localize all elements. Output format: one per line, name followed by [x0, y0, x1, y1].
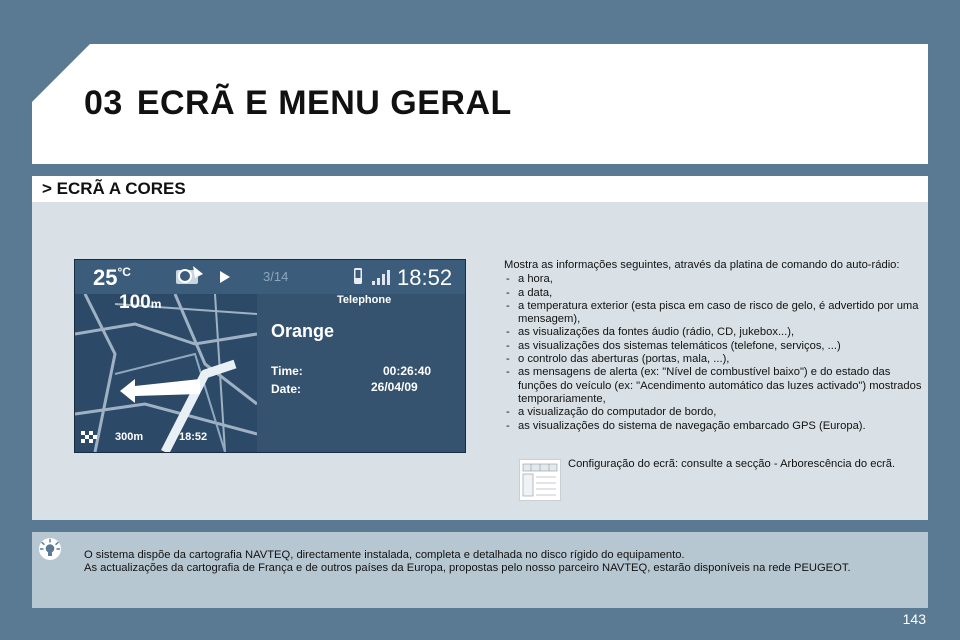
signal-icon [371, 268, 391, 286]
finish-flag-icon [81, 431, 99, 445]
color-display-screen [74, 259, 466, 453]
list-item: - a temperatura exterior (esta pisca em caso de risco de gelo, é advertido por uma mensagem), [504, 300, 922, 327]
info-list [504, 273, 922, 433]
description-intro: Mostra as informações seguintes, através da platina de comando do auto-rádio: [504, 259, 900, 271]
list-item: - a hora, [504, 273, 922, 286]
list-item: - a data, [504, 287, 922, 300]
page-title [84, 84, 512, 123]
list-item: - as visualizações da fontes áudio (rádio, CD, jukebox...), [504, 326, 922, 339]
chapter-number: 03 [84, 84, 123, 122]
play-icon [219, 270, 231, 284]
track-counter: 3/14 [263, 269, 289, 284]
list-item: - a visualização do computador de bordo, [504, 406, 922, 419]
navigation-icon [173, 264, 205, 290]
configuration-note: Configuração do ecrã: consulte a secção - Arborescência do ecrã. [568, 458, 896, 470]
list-item: - as visualizações do sistema de navegação embarcado GPS (Europa). [504, 420, 922, 433]
section-title: > ECRÃ A CORES [42, 179, 186, 198]
display-description [504, 259, 922, 433]
tip-line: O sistema dispõe da cartografia NAVTEQ, directamente instalada, completa e detalhada no disco rígido do equipamento. [84, 549, 685, 561]
date-label: Date: [271, 382, 302, 396]
time-value: 00:26:40 [383, 364, 432, 378]
list-item: - as mensagens de alerta (ex: "Nível de combustível baixo") e do estado das funções do veículo (ex: "Acendimento automático das luzes activado") mostrados temporariamente, [504, 366, 922, 406]
remaining-distance: 300m [115, 431, 144, 443]
network-operator: Orange [271, 321, 335, 341]
lightbulb-icon [38, 537, 62, 561]
chapter-title: ECRÃ E MENU GERAL [136, 84, 512, 122]
page-number: 143 [902, 611, 926, 627]
menu-tree-icon [519, 459, 561, 501]
audio-source: Telephone [337, 294, 392, 306]
date-value: 26/04/09 [371, 380, 418, 394]
phone-icon [353, 267, 363, 285]
list-item: - o controlo das aberturas (portas, mala, ...), [504, 353, 922, 366]
status-clock: 18:52 [397, 265, 453, 290]
arrival-time: 18:52 [179, 431, 208, 443]
tip-line: As actualizações da cartografia de França e de outros países da Europa, propostas pelo nosso parceiro NAVTEQ, estarão disponíveis na rede PEUGEOT. [84, 562, 851, 575]
map-view [75, 294, 257, 452]
outside-temperature: $25^{^\circ C}$ [93, 265, 131, 290]
time-label: Time: [271, 364, 303, 378]
tip-text [84, 549, 914, 576]
turn-distance: 100m [119, 292, 162, 313]
list-item: - as visualizações dos sistemas telemáticos (telefone, serviços, ...) [504, 340, 922, 353]
